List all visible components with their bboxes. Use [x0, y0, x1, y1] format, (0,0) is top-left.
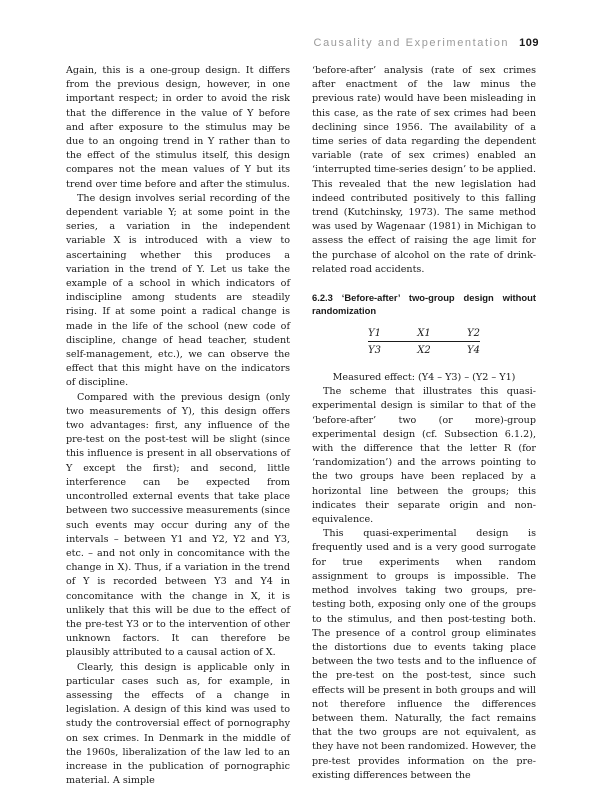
design-symbol: Y1 [368, 328, 381, 340]
right-column [312, 64, 536, 783]
design-symbol: Y2 [467, 328, 480, 340]
section-heading: 6.2.3 ‘Before-after’ two-group design without randomization [312, 292, 536, 316]
design-row-experimental [368, 327, 480, 340]
paragraph: Again, this is a one-group design. It differs from the previous design, however, in one important respect; in order to avoid the risk that the difference in the value of Y before and after exposure to the stimulus may be due to an ongoing trend in Y rather than to the effect of the stimulus itself, this design compares not the mean values of Y but its trend over time before and after the stimulus. [66, 65, 290, 190]
design-row-control [368, 344, 480, 357]
group-separator-line [368, 341, 480, 342]
design-scheme [368, 327, 480, 357]
paragraph: Clearly, this design is applicable only in particular cases such as, for example, in assessing the effects of a change in legislation. A design of this kind was used to study the controversial effect of pornography on sex crimes. In Denmark in the middle of the 1960s, liberalization of the law led to an increase in the publication of pornographic material. A simple [66, 661, 290, 787]
paragraph: The scheme that illustrates this quasi-experimental design is similar to that of the ‘before-after’ two (or more)-group experimental design (cf. Subsection 6.1.2), with the difference that the letter R (for ‘randomization’) and the arrows pointing to the two groups have been replaced by a horizontal line between the groups; this indicates their separate origin and non-equivalence. [312, 386, 536, 526]
paragraph: Compared with the previous design (only two measurements of Y), this design offers two advantages: first, any influence of the pre-test on the post-test will be slight (since this influence is present in all observations of Y except the first); and second, little interference can be expected from uncontrolled external events that take place between two successive measurements (since such events may occur during any of the intervals – between Y1 and Y2, Y2 and Y3, etc. – and not only in concomitance with the change in X). Thus, if a variation in the trend of Y is recorded between Y3 and Y4 in concomitance with the change in X, it is unlikely that this will be due to the effect of the pre-test Y3 or to the intervention of other unknown factors. It can therefore be plausibly attributed to a causal action of X. [66, 391, 290, 659]
design-symbol: X1 [417, 328, 431, 340]
paragraph: This quasi-experimental design is frequently used and is a very good surrogate for true experiments when random assignment to groups is impossible. The method involves taking two groups, pre-testing both, exposing only one of the groups to the stimulus, and then post-testing both. The presence of a control group eliminates the distortions due to events taking place between the two tests and to the influence of the pre-test on the post-test, since such effects will be present in both groups and will not therefore influence the differences between them. Naturally, the fact remains that the two groups are not equivalent, as they have not been randomized. However, the pre-test provides information on the pre-existing differences between the [312, 528, 536, 781]
measured-effect: Measured effect: (Y4 – Y3) – (Y2 – Y1) [332, 372, 516, 384]
paragraph: ‘before-after’ analysis (rate of sex crimes after enactment of the law minus the previous rate) would have been misleading in this case, as the rate of sex crimes had been declining since 1956. The availability of a time series of data regarding the dependent variable (rate of sex crimes) enabled an ‘interrupted time-series design’ to be applied. This revealed that the new legislation had indeed contributed positively to this falling trend (Kutchinsky, 1973). The same method was used by Wagenaar (1981) in Michigan to assess the effect of raising the age limit for the purchase of alcohol on the rate of drink-related road accidents. [312, 65, 536, 275]
design-symbol: Y4 [467, 345, 480, 357]
page-number: 109 [519, 37, 539, 49]
design-symbol: X2 [417, 345, 431, 357]
running-head [314, 37, 539, 49]
running-title: Causality and Experimentation [313, 37, 510, 49]
paragraph: The design involves serial recording of the dependent variable Y; at some point in the series, a variation in the independent variable X is introduced with a view to ascertaining whether this produces a variation in the trend of Y. Let us take the example of a school in which indicators of indiscipline among students are steadily rising. If at some point a radical change is made in the life of the school (new code of discipline, change of head teacher, student self-management, etc.), we can observe the effect that this might have on the indicators of discipline. [66, 192, 290, 389]
design-symbol: Y3 [368, 345, 381, 357]
left-column [66, 64, 290, 788]
